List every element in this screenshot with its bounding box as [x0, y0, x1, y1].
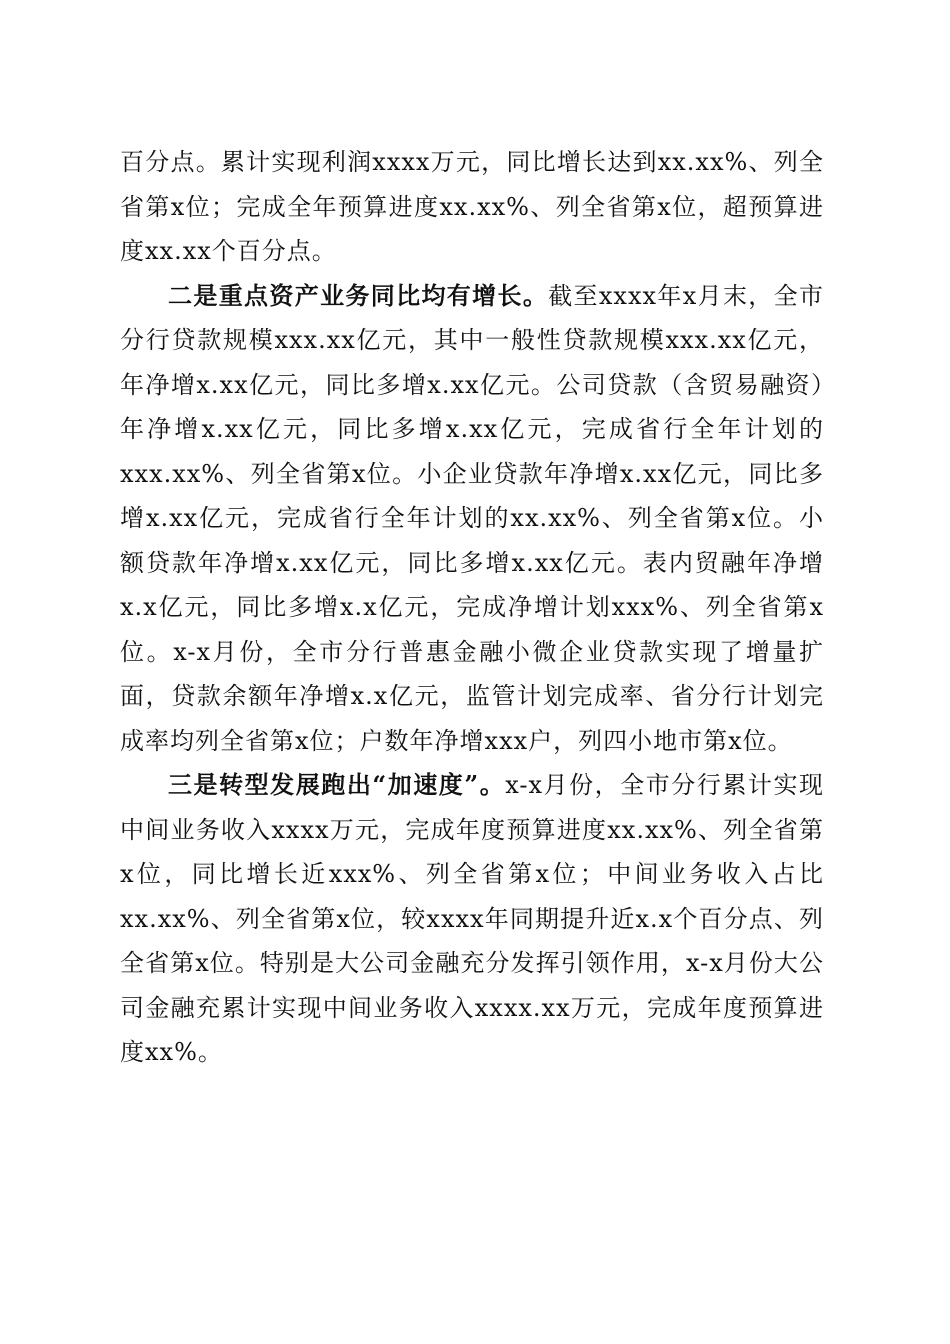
paragraph-text: 截至xxxx年x月末，全市分行贷款规模xxx.xx亿元，其中一般性贷款规模xxx.xx亿元，年净增x.xx亿元，同比多增x.xx亿元。公司贷款（含贸易融资）年净增x.xx亿元，同比多增x.xx亿元，完成省行全年计划的xxx.xx%、列全省第x位。小企业贷款年净增x.xx亿元，同比多增x.xx亿元，完成省行全年计划的xx.xx%、列全省第x位。小额贷款年净增x.xx亿元，同比多增x.xx亿元。表内贸融年净增x.x亿元，同比多增x.x亿元，完成净增计划xxx%、列全省第x位。x-x月份，全市分行普惠金融小微企业贷款实现了增量扩面，贷款余额年净增x.x亿元，监管计划完成率、省分行计划完成率均列全省第x位；户数年净增xxx户，列四小地市第x位。 [120, 281, 824, 755]
document-body [120, 140, 824, 1075]
paragraph-1 [120, 140, 824, 274]
paragraph-3 [120, 763, 824, 1075]
paragraph-2 [120, 274, 824, 764]
paragraph-text: 百分点。累计实现利润xxxx万元，同比增长达到xx.xx%、列全省第x位；完成全年预算进度xx.xx%、列全省第x位，超预算进度xx.xx个百分点。 [120, 148, 824, 265]
paragraph-lead-heading: 三是转型发展跑出“加速度”。 [168, 770, 506, 799]
paragraph-lead-heading: 二是重点资产业务同比均有增长。 [168, 280, 549, 310]
paragraph-text: x-x月份，全市分行累计实现中间业务收入xxxx万元，完成年度预算进度xx.xx%、列全省第x位，同比增长近xxx%、列全省第x位；中间业务收入占比xx.xx%、列全省第x位，较xxxx年同期提升近x.x个百分点、列全省第x位。特别是大公司金融充分发挥引领作用，x-x月份大公司金融充累计实现中间业务收入xxxx.xx万元，完成年度预算进度xx%。 [120, 771, 825, 1066]
